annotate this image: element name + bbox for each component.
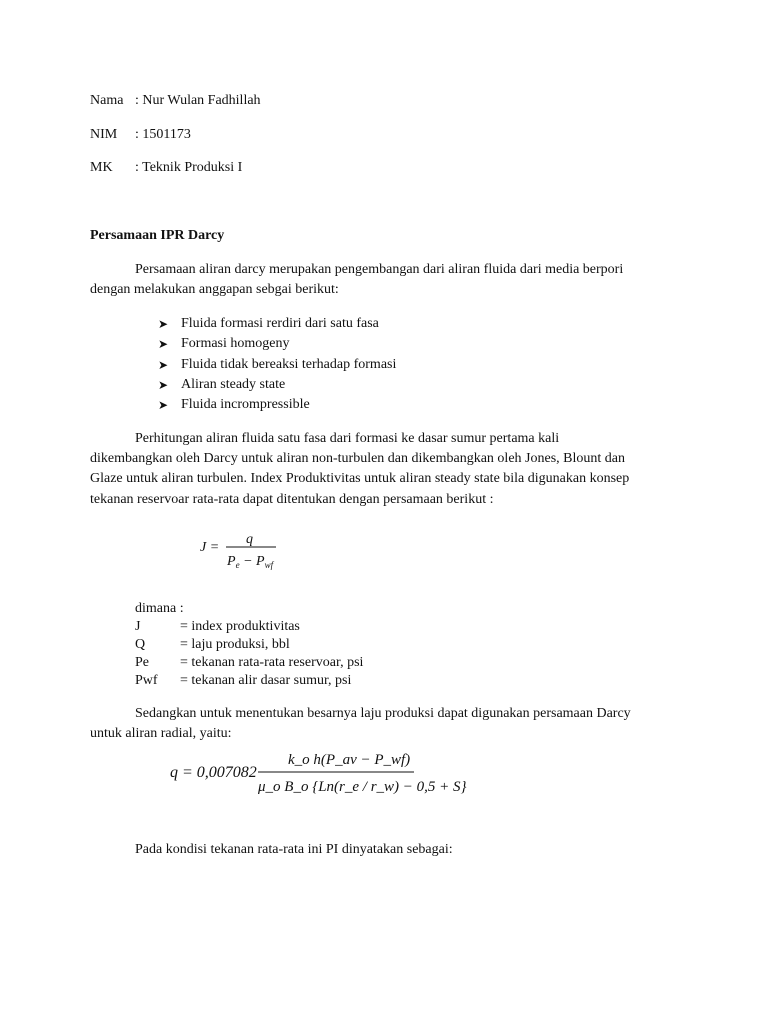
definition-row	[135, 618, 363, 636]
definition-symbol: Q	[135, 637, 146, 652]
paragraph2-line-4: tekanan reservoar rata-rata dapat ditentukan dengan persamaan berikut :	[90, 492, 494, 507]
arrow-bullet-icon: ➤	[158, 337, 169, 352]
arrow-bullet-icon: ➤	[158, 357, 169, 372]
paragraph3-line-1: Sedangkan untuk menentukan besarnya laju produksi dapat digunakan persamaan Darcy	[135, 706, 631, 721]
equation2-denominator: μ_o B_o {Ln(r_e / r_w) − 0,5 + S}	[258, 779, 467, 795]
productivity-index-equation	[195, 525, 295, 575]
definition-meaning: = tekanan alir dasar sumur, psi	[180, 673, 352, 688]
equation1-den-minus: − P	[239, 554, 265, 569]
svg-text:Pe − Pwf	[226, 554, 275, 570]
nama-value: : Nur Wulan Fadhillah	[135, 93, 261, 108]
definition-symbol: Pwf	[135, 673, 158, 688]
equation1-denominator: P	[227, 554, 236, 569]
list-item: ➤ Fluida formasi rerdiri dari satu fasa	[158, 314, 396, 334]
definition-row	[135, 672, 363, 690]
definition-meaning: = tekanan rata-rata reservoar, psi	[180, 655, 364, 670]
paragraph2-line-1: Perhitungan aliran fluida satu fasa dari formasi ke dasar sumur pertama kali	[135, 431, 560, 446]
list-item: ➤ Fluida tidak bereaksi terhadap formasi	[158, 355, 396, 375]
definitions	[135, 600, 363, 690]
definition-symbol: J	[135, 619, 141, 634]
paragraph2-line-3: Glaze untuk aliran turbulen. Index Produktivitas untuk aliran steady state bila digunakan konsep	[90, 471, 630, 486]
paragraph2-line-2: dikembangkan oleh Darcy untuk aliran non-turbulen dan dikembangkan oleh Jones, Blount dan	[90, 451, 625, 466]
assumption-list	[158, 314, 396, 415]
nim-value: : 1501173	[135, 127, 191, 142]
definition-symbol: Pe	[135, 655, 149, 670]
paragraph4: Pada kondisi tekanan rata-rata ini PI dinyatakan sebagai:	[135, 842, 453, 857]
definition-meaning: = index produktivitas	[180, 619, 300, 634]
definition-meaning: = laju produksi, bbl	[180, 637, 290, 652]
intro-line-2: dengan melakukan anggapan sebgai berikut:	[90, 282, 339, 297]
darcy-radial-equation	[170, 745, 467, 805]
equation1-numerator: q	[246, 532, 253, 547]
definition-row	[135, 654, 363, 672]
intro-line-1: Persamaan aliran darcy merupakan pengembangan dari aliran fluida dari media berpori	[135, 262, 624, 277]
equation2-lhs: q = 0,007082	[170, 764, 257, 781]
nama-label: Nama	[90, 93, 124, 108]
arrow-bullet-icon: ➤	[158, 398, 169, 413]
equation1-den-sub-wf: wf	[264, 560, 274, 570]
list-item: ➤ Fluida incrompressible	[158, 395, 396, 415]
mk-value: : Teknik Produksi I	[135, 160, 243, 175]
list-item: ➤ Aliran steady state	[158, 375, 396, 395]
arrow-bullet-icon: ➤	[158, 317, 169, 332]
equation2-numerator: k_o h(P_av − P_wf)	[288, 752, 411, 768]
arrow-bullet-icon: ➤	[158, 378, 169, 393]
list-item: ➤ Formasi homogeny	[158, 334, 396, 354]
section-title: Persamaan IPR Darcy	[90, 228, 225, 243]
equation1-lhs: J =	[200, 540, 220, 555]
definition-row	[135, 636, 363, 654]
definitions-intro: dimana :	[135, 601, 184, 616]
mk-label: MK	[90, 160, 113, 175]
paragraph3-line-2: untuk aliran radial, yaitu:	[90, 726, 232, 741]
nim-label: NIM	[90, 127, 118, 142]
equation1-den-sub-e: e	[235, 560, 240, 570]
